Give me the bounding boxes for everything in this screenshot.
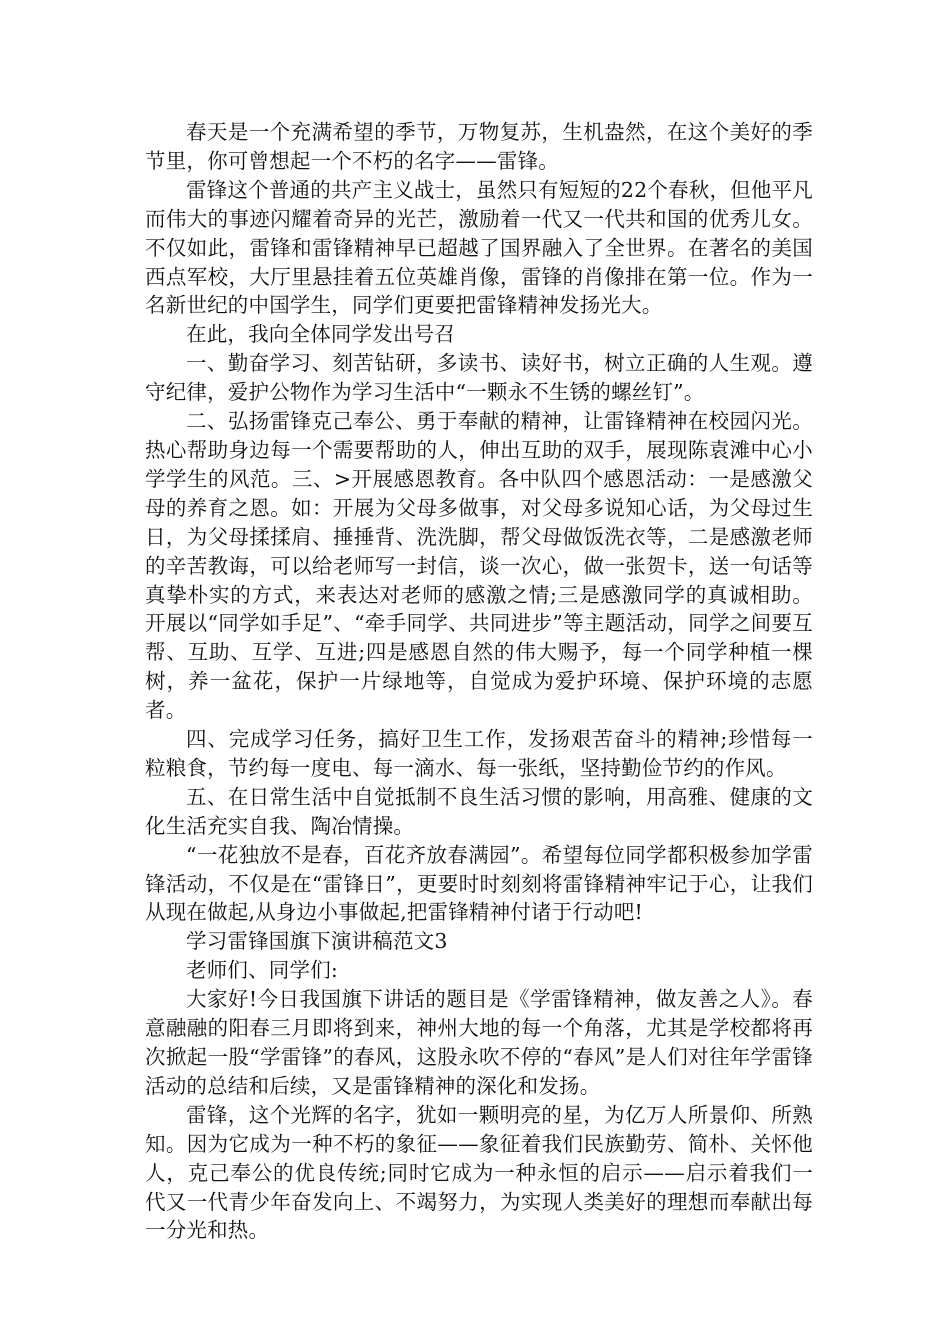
paragraph-point-two: 二、弘扬雷锋克己奉公、勇于奉献的精神，让雷锋精神在校园闪光。热心帮助身边每一个需要帮助的人，伸出互助的双手，展现陈袁滩中心小学学生的风范。三、>开展感恩教育。各中队四个感恩活动：一是感激父母的养育之恩。如：开展为父母多做事，对父母多说知心话，为父母过生日，为父母揉揉肩、捶捶背、洗洗脚，帮父母做饭洗衣等，二是感激老师的辛苦教诲，可以给老师写一封信，谈一次心，做一张贺卡，送一句话等真挚朴实的方式，来表达对老师的感激之情;三是感激同学的真诚相助。开展以“同学如手足”、“牵手同学、共同进步”等主题活动，同学之间要互帮、互助、互学、互进;四是感恩自然的伟大赐予，每一个同学种植一棵树，养一盆花，保护一片绿地等，自觉成为爱护环境、保护环境的志愿者。 [145, 409, 813, 723]
paragraph-greeting: 老师们、同学们: [186, 958, 339, 983]
paragraph-closing: “一花独放不是春，百花齐放春满园”。希望每位同学都积极参加学雷锋活动，不仅是在“雷锋日”，更要时时刻刻将雷锋精神牢记于心，让我们从现在做起,从身边小事做起,把雷锋精神付诸于行动吧! [145, 842, 813, 925]
paragraph-speech-topic: 大家好!今日我国旗下讲话的题目是《学雷锋精神，做友善之人》。春意融融的阳春三月即将到来，神州大地的每一个角落，尤其是学校都将再次掀起一股“学雷锋”的春风，这股永吹不停的“春风”是人们对往年学雷锋活动的总结和后续，又是雷锋精神的深化和发扬。 [145, 987, 813, 1098]
document-body [145, 118, 813, 1245]
paragraph-point-four: 四、完成学习任务，搞好卫生工作，发扬艰苦奋斗的精神;珍惜每一粒粮食，节约每一度电、每一滴水、每一张纸，坚持勤俭节约的作风。 [145, 727, 813, 780]
paragraph-leifeng-name: 雷锋，这个光辉的名字，犹如一颗明亮的星，为亿万人所景仰、所熟知。因为它成为一种不朽的象征——象征着我们民族勤劳、简朴、关怀他人，克己奉公的优良传统;同时它成为一种永恒的启示——启示着我们一代又一代青少年奋发向上、不竭努力，为实现人类美好的理想而奉献出每一分光和热。 [145, 1102, 813, 1243]
paragraph-leifeng-soldier: 雷锋这个普通的共产主义战士，虽然只有短短的22个春秋，但他平凡而伟大的事迹闪耀着奇异的光芒，激励着一代又一代共和国的优秀儿女。不仅如此，雷锋和雷锋精神早已超越了国界融入了全世界。在著名的美国西点军校，大厅里悬挂着五位英雄肖像，雷锋的肖像排在第一位。作为一名新世纪的中国学生，同学们更要把雷锋精神发扬光大。 [145, 177, 813, 318]
paragraph-point-five: 五、在日常生活中自觉抵制不良生活习惯的影响，用高雅、健康的文化生活充实自我、陶冶情操。 [145, 784, 813, 838]
paragraph-spring-intro: 春天是一个充满希望的季节，万物复苏，生机盎然，在这个美好的季节里，你可曾想起一个不朽的名字——雷锋。 [145, 120, 813, 173]
section-title-speech-3: 学习雷锋国旗下演讲稿范文3 [186, 929, 448, 954]
paragraph-point-one: 一、勤奋学习、刻苦钻研，多读书、读好书，树立正确的人生观。遵守纪律，爱护公物作为学习生活中“一颗永不生锈的螺丝钉”。 [145, 351, 813, 405]
paragraph-call-to-students: 在此，我向全体同学发出号召 [186, 322, 456, 347]
